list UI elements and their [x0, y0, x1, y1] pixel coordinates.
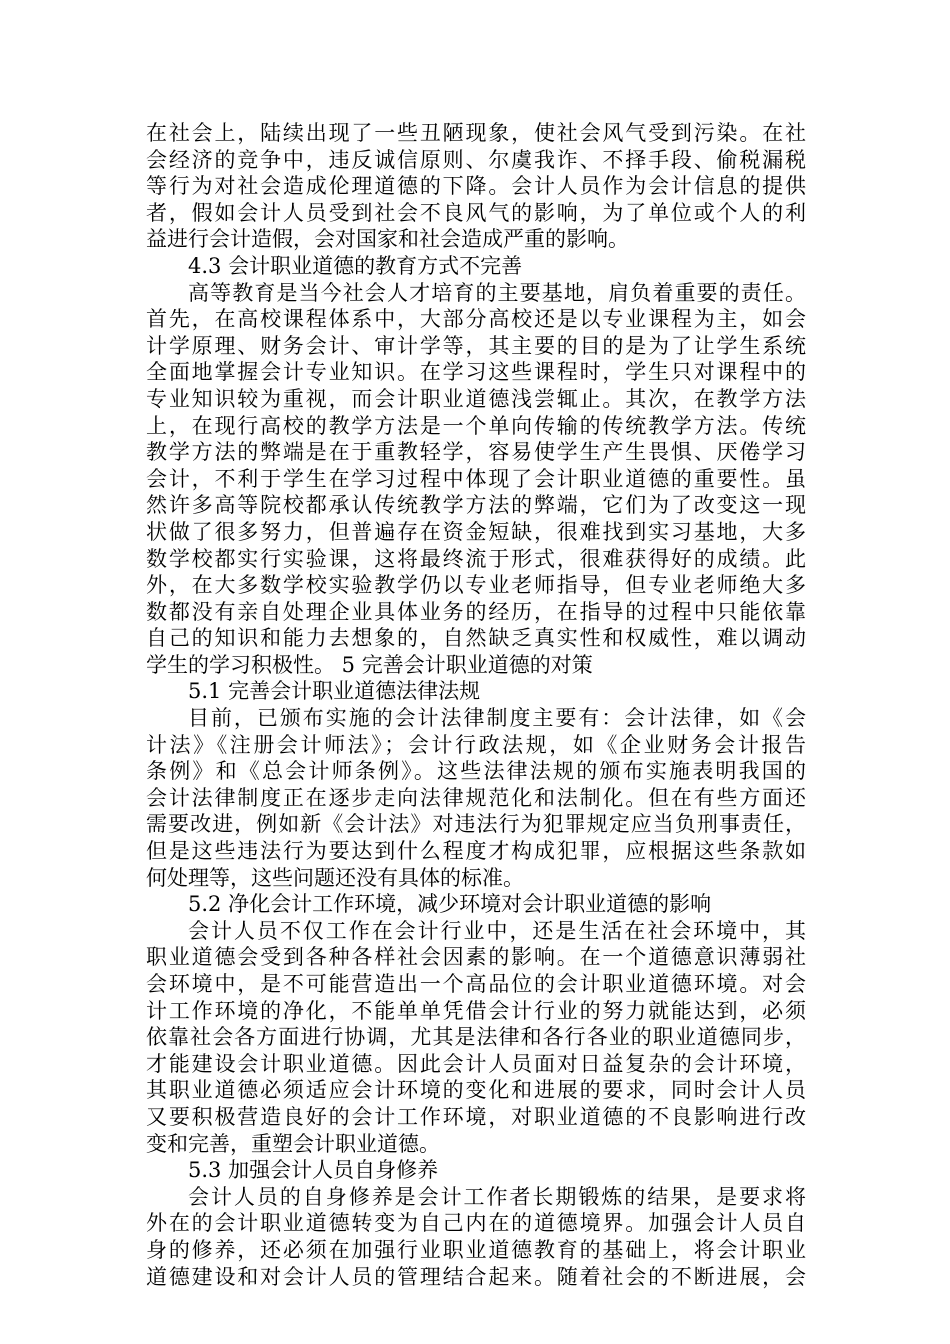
text-line: 状做了很多努力，但普遍存在资金短缺，很难找到实习基地，大多	[146, 519, 806, 544]
text-line: 高等教育是当今社会人才培育的主要基地，肩负着重要的责任。	[188, 280, 806, 305]
text-line: 自己的知识和能力去想象的，自然缺乏真实性和权威性，难以调动	[146, 626, 806, 651]
text-line: 目前，已颁布实施的会计法律制度主要有：会计法律，如《会	[188, 706, 806, 731]
text-line: 会计法律制度正在逐步走向法律规范化和法制化。但在有些方面还	[146, 785, 806, 810]
text-line: 数学校都实行实验课，这将最终流于形式，很难获得好的成绩。此	[146, 546, 806, 571]
text-line: 数都没有亲自处理企业具体业务的经历，在指导的过程中只能依靠	[146, 599, 806, 624]
text-line: 专业知识较为重视，而会计职业道德浅尝辄止。其次，在教学方法	[146, 386, 806, 411]
text-line: 何处理等，这些问题还没有具体的标准。	[146, 865, 524, 890]
text-line: 者，假如会计人员受到社会不良风气的影响，为了单位或个人的利	[146, 200, 806, 225]
document-page	[146, 120, 806, 1290]
text-line: 等行为对社会造成伦理道德的下降。会计人员作为会计信息的提供	[146, 174, 806, 199]
text-line: 首先，在高校课程体系中，大部分高校还是以专业课程为主，如会	[146, 307, 806, 332]
text-line: 教学方法的弊端是在于重教轻学，容易使学生产生畏惧、厌倦学习	[146, 440, 806, 465]
text-line: 变和完善，重塑会计职业道德。	[146, 1131, 440, 1156]
text-line: 外在的会计职业道德转变为自己内在的道德境界。加强会计人员自	[146, 1211, 806, 1236]
text-line: 然许多高等院校都承认传统教学方法的弊端，它们为了改变这一现	[146, 493, 806, 518]
text-line: 计工作环境的净化，不能单单凭借会计行业的努力就能达到，必须	[146, 998, 806, 1023]
text-line: 外，在大多数学校实验教学仍以专业老师指导，但专业老师绝大多	[146, 573, 806, 598]
text-line: 全面地掌握会计专业知识。在学习这些课程时，学生只对课程中的	[146, 360, 806, 385]
text-line: 才能建设会计职业道德。因此会计人员面对日益复杂的会计环境，	[146, 1051, 806, 1076]
text-line: 条例》和《总会计师条例》。这些法律法规的颁布实施表明我国的	[146, 759, 806, 784]
text-line: 身的修养，还必须在加强行业职业道德教育的基础上，将会计职业	[146, 1237, 806, 1262]
text-line: 但是这些违法行为要达到什么程度才构成犯罪，应根据这些条款如	[146, 839, 806, 864]
text-line: 依靠社会各方面进行协调，尤其是法律和各行各业的职业道德同步，	[146, 1025, 806, 1050]
text-line: 学生的学习积极性。 5 完善会计职业道德的对策	[146, 652, 593, 677]
text-line: 益进行会计造假，会对国家和社会造成严重的影响。	[146, 227, 629, 252]
text-line: 计学原理、财务会计、审计学等，其主要的目的是为了让学生系统	[146, 333, 806, 358]
text-line: 其职业道德必须适应会计环境的变化和进展的要求，同时会计人员	[146, 1078, 806, 1103]
text-line: 又要积极营造良好的会计工作环境，对职业道德的不良影响进行改	[146, 1104, 806, 1129]
text-line: 需要改进，例如新《会计法》对违法行为犯罪规定应当负刑事责任，	[146, 812, 806, 837]
section-heading: 5.3 加强会计人员自身修养	[188, 1158, 439, 1183]
text-line: 会经济的竞争中，违反诚信原则、尔虞我诈、不择手段、偷税漏税	[146, 147, 806, 172]
text-line: 会计人员不仅工作在会计行业中，还是生活在社会环境中，其	[188, 918, 806, 943]
text-line: 会计人员的自身修养是会计工作者长期锻炼的结果，是要求将	[188, 1184, 806, 1209]
section-heading: 5.1 完善会计职业道德法律法规	[188, 679, 481, 704]
text-line: 在社会上，陆续出现了一些丑陋现象，使社会风气受到污染。在社	[146, 121, 806, 145]
section-heading: 4.3 会计职业道德的教育方式不完善	[188, 253, 523, 278]
section-heading: 5.2 净化会计工作环境，减少环境对会计职业道德的影响	[188, 892, 712, 917]
text-line: 计法》《注册会计师法》；会计行政法规，如《企业财务会计报告	[146, 732, 806, 757]
text-line: 道德建设和对会计人员的管理结合起来。随着社会的不断进展，会	[146, 1264, 806, 1289]
text-line: 会环境中，是不可能营造出一个高品位的会计职业道德环境。对会	[146, 972, 806, 996]
text-line: 会计，不利于学生在学习过程中体现了会计职业道德的重要性。虽	[146, 466, 806, 491]
text-line: 职业道德会受到各种各样社会因素的影响。在一个道德意识薄弱社	[146, 945, 806, 970]
text-line: 上，在现行高校的教学方法是一个单向传输的传统教学方法。传统	[146, 413, 806, 438]
